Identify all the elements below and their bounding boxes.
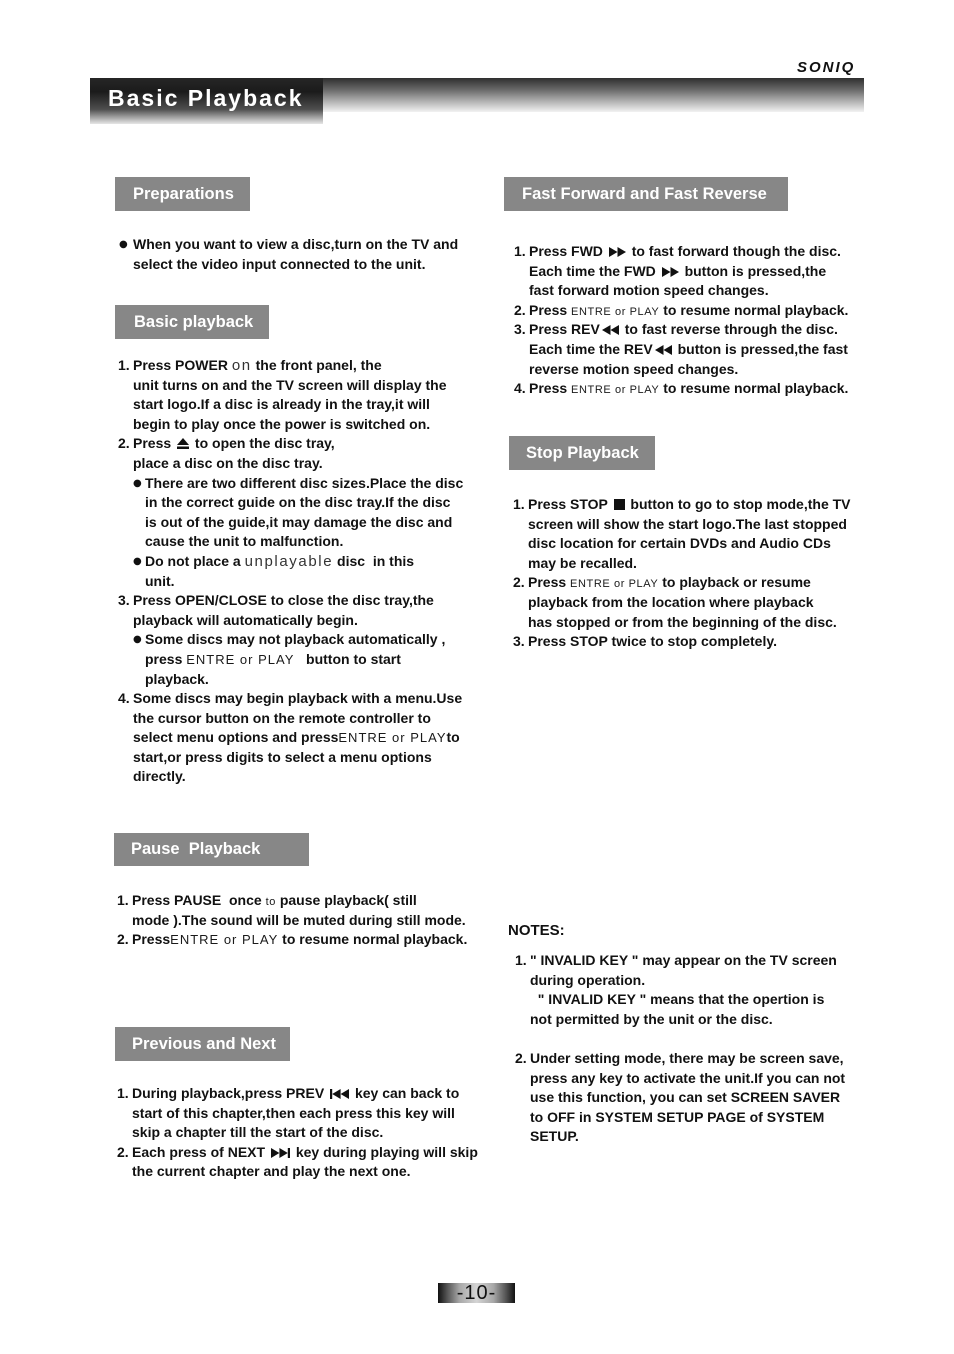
item-content	[145, 552, 414, 591]
text-segment: to playback or resume	[658, 574, 811, 591]
fast-forward-reverse-heading	[504, 177, 788, 211]
text-line	[133, 415, 447, 435]
text-segment: Press REV	[529, 321, 600, 338]
item-number: 2.	[513, 574, 525, 591]
previous-next-body	[117, 1084, 479, 1182]
list-item	[514, 320, 854, 379]
item-content	[529, 379, 848, 399]
text-line	[529, 379, 848, 399]
sub-list-item	[133, 552, 463, 591]
stop-icon	[614, 499, 625, 510]
item-content	[132, 891, 466, 930]
text-segment: Do not place a	[145, 552, 245, 569]
text-line	[133, 434, 463, 454]
text-line	[529, 281, 841, 301]
item-number: 3.	[118, 592, 130, 609]
list-item	[513, 573, 853, 632]
page-number-box	[438, 1283, 515, 1303]
text-segment: When you want to view a disc,turn on the TV and	[133, 236, 459, 252]
list-item	[117, 930, 479, 950]
text-line	[529, 340, 848, 360]
item-content	[529, 320, 848, 379]
text-line	[145, 630, 445, 650]
list-item	[117, 1084, 479, 1143]
list-item	[515, 1049, 855, 1147]
text-segment: key can back to	[351, 1085, 460, 1101]
item-number: 2.	[117, 931, 129, 948]
text-line	[133, 255, 458, 275]
item-content	[133, 591, 445, 689]
text-line	[133, 767, 462, 787]
text-segment: the cursor button on the remote controller to	[133, 709, 431, 726]
text-line	[530, 951, 837, 971]
text-segment: is out of the guide,it may damage the disc and	[145, 513, 453, 530]
item-number: 2.	[118, 435, 130, 452]
item-content	[528, 632, 777, 652]
item-content	[529, 301, 848, 321]
text-line	[528, 593, 837, 613]
list-item	[514, 301, 854, 321]
text-line	[528, 515, 851, 535]
list-item	[118, 356, 478, 434]
text-line	[528, 573, 837, 593]
text-line	[145, 532, 463, 552]
text-segment: button to go to stop mode,the TV	[626, 496, 851, 512]
text-segment: begin to play once the power is switched on.	[133, 415, 431, 432]
text-line	[133, 376, 447, 396]
text-segment: to resume normal playback.	[278, 931, 468, 948]
text-line	[145, 670, 445, 690]
item-number: 3.	[513, 633, 525, 650]
text-segment: to resume normal playback.	[659, 380, 849, 397]
notes-title: NOTES:	[508, 922, 565, 939]
heading-label: Basic playback	[134, 313, 254, 331]
item-content	[530, 951, 837, 1029]
text-line	[132, 1143, 478, 1163]
text-segment: press any key to activate the unit.If you can not	[530, 1069, 846, 1086]
text-segment: start of this chapter,then each press this key will	[132, 1104, 455, 1121]
heading-label: Preparations	[133, 185, 234, 203]
list-item	[117, 1143, 479, 1182]
text-line	[132, 930, 467, 950]
text-segment: cause the unit to malfunction.	[145, 533, 344, 550]
text-line	[529, 301, 848, 321]
list-item	[118, 591, 478, 689]
item-number: 1.	[118, 357, 130, 373]
text-line	[133, 748, 462, 768]
text-segment: key during playing will skip	[291, 1143, 478, 1160]
list-item	[514, 379, 854, 399]
text-segment: directly.	[133, 768, 186, 785]
next-icon	[271, 1148, 290, 1158]
pause-playback-heading	[114, 833, 309, 866]
text-line	[133, 611, 445, 631]
text-segment: playback from the location where playback	[528, 593, 814, 610]
text-line	[145, 650, 445, 670]
preparations-heading	[115, 177, 250, 211]
text-segment: SETUP.	[530, 1128, 579, 1145]
bullet-marker: ●	[133, 477, 142, 489]
item-content	[133, 235, 458, 274]
text-line	[529, 242, 841, 262]
item-number: 1.	[513, 496, 525, 512]
item-number: 2.	[514, 301, 526, 318]
item-number: 4.	[118, 690, 130, 707]
list-item	[117, 891, 479, 930]
text-segment: playback.	[145, 670, 209, 687]
text-segment: button is pressed,the fast	[673, 340, 848, 357]
stop-playback-body	[513, 495, 853, 652]
text-segment: There are two different disc sizes.Place the disc	[145, 474, 464, 491]
text-line	[528, 554, 851, 574]
text-line	[145, 572, 414, 592]
heading-label: Pause Playback	[131, 840, 261, 858]
text-segment: to	[446, 729, 460, 746]
item-content	[528, 573, 837, 632]
item-number: 1.	[514, 243, 526, 259]
text-line	[132, 1123, 459, 1143]
text-segment: reverse motion speed changes.	[529, 360, 739, 377]
text-line	[530, 1010, 837, 1030]
text-segment: Each time the FWD	[529, 262, 660, 279]
text-segment: select menu options and press	[133, 729, 339, 746]
list-item	[119, 235, 479, 274]
brand-logo: SONIQ	[797, 59, 856, 76]
item-content	[132, 930, 467, 950]
text-segment: skip a chapter till the start of the disc.	[132, 1124, 384, 1141]
previous-icon	[330, 1089, 349, 1099]
basic-playback-heading	[115, 305, 269, 339]
text-segment: Press PAUSE once	[132, 892, 266, 908]
item-number: 2.	[117, 1143, 129, 1160]
list-item	[513, 632, 853, 652]
text-segment: to fast reverse through the disc.	[620, 321, 838, 338]
text-segment: has stopped or from the beginning of the disc.	[528, 613, 837, 630]
basic-playback-body	[118, 356, 478, 787]
text-segment: press	[145, 650, 187, 667]
text-segment: fast forward motion speed changes.	[529, 282, 769, 299]
text-segment: place a disc on the disc tray.	[133, 454, 323, 471]
fast-forward-icon	[662, 267, 679, 277]
text-segment: Press	[529, 301, 572, 318]
item-content	[530, 1049, 845, 1147]
text-segment: Some discs may begin playback with a menu.Use	[133, 690, 463, 707]
text-segment: During playback,press PREV	[132, 1085, 329, 1101]
text-line	[528, 534, 851, 554]
text-segment: button is pressed,the	[680, 262, 827, 279]
text-line	[528, 632, 777, 652]
page-number: -10-	[456, 1282, 497, 1304]
previous-next-heading	[115, 1027, 290, 1061]
fast-forward-reverse-body	[514, 242, 854, 399]
text-line	[529, 320, 848, 340]
text-line	[132, 891, 466, 911]
sub-list-item	[133, 630, 445, 689]
styled-text-segment: ENTRE or PLAY	[186, 651, 295, 667]
styled-text-segment: unplayable	[244, 552, 334, 570]
text-segment: not permitted by the unit or the disc.	[530, 1010, 773, 1027]
text-segment: unit.	[145, 572, 175, 589]
text-line	[145, 552, 414, 572]
text-segment: the current chapter and play the next one.	[132, 1163, 411, 1180]
text-segment: disc in this	[333, 552, 415, 569]
text-segment: Each time the REV	[529, 340, 653, 357]
fast-forward-icon	[609, 247, 626, 257]
text-segment: Press	[529, 380, 572, 397]
bullet-marker: ●	[133, 634, 142, 646]
text-segment: " INVALID KEY " may appear on the TV screen	[530, 952, 837, 968]
heading-label: Fast Forward and Fast Reverse	[522, 185, 767, 203]
item-content	[132, 1084, 459, 1143]
text-segment: screen will show the start logo.The last stopped	[528, 515, 847, 532]
text-line	[528, 495, 851, 515]
styled-text-segment: to	[265, 896, 276, 908]
text-segment: " INVALID KEY " means that the opertion is	[530, 991, 825, 1008]
text-segment: start logo.If a disc is already in the tray,it will	[133, 396, 430, 413]
fast-reverse-icon	[602, 325, 619, 335]
text-segment: to OFF in SYSTEM SETUP PAGE of SYSTEM	[530, 1108, 825, 1125]
item-content	[529, 242, 841, 301]
text-line	[529, 262, 841, 282]
item-number: 1.	[117, 892, 129, 908]
text-segment: Press POWER	[133, 357, 232, 373]
text-segment: during operation.	[530, 971, 646, 988]
heading-label: Previous and Next	[132, 1035, 276, 1053]
text-segment: the front panel, the	[251, 357, 382, 373]
item-content	[132, 1143, 478, 1182]
list-item	[514, 242, 854, 301]
item-number: 1.	[117, 1085, 129, 1101]
text-line	[529, 360, 848, 380]
bullet-marker: ●	[119, 239, 128, 250]
sub-list-item	[133, 474, 463, 552]
text-segment: Press	[133, 435, 176, 452]
text-segment: Press STOP twice to stop completely.	[528, 633, 777, 650]
text-segment: in the correct guide on the disc tray.If the disc	[145, 494, 451, 511]
text-segment: to open the disc tray,	[191, 435, 335, 452]
text-segment: mode ).The sound will be muted during still mode.	[132, 911, 466, 928]
text-segment: may be recalled.	[528, 554, 637, 571]
item-content	[133, 689, 462, 787]
text-line	[530, 1049, 845, 1069]
text-segment: to resume normal playback.	[659, 301, 849, 318]
text-line	[145, 493, 463, 513]
text-line	[530, 1069, 845, 1089]
text-line	[133, 235, 458, 255]
item-content	[133, 434, 463, 591]
list-item	[513, 495, 853, 573]
styled-text-segment: ENTRE or PLAY	[571, 384, 660, 397]
text-segment: pause playback( still	[275, 892, 417, 908]
text-line	[530, 1108, 845, 1128]
styled-text-segment: ENTRE or PLAY	[571, 305, 660, 318]
item-content	[133, 356, 447, 434]
notes-body	[515, 951, 855, 1147]
bullet-marker: ●	[133, 555, 142, 567]
text-segment: Press FWD	[529, 243, 607, 259]
text-line	[133, 728, 462, 748]
text-line	[132, 1162, 478, 1182]
text-segment: Some discs may not playback automatically ,	[145, 631, 446, 648]
title-box	[90, 78, 323, 124]
text-line	[133, 689, 462, 709]
page-title: Basic Playback	[108, 85, 304, 111]
text-line	[530, 990, 837, 1010]
text-segment: Press	[528, 574, 571, 591]
text-segment: start,or press digits to select a menu options	[133, 748, 432, 765]
text-line	[132, 911, 466, 931]
item-content	[145, 474, 463, 552]
styled-text-segment: ENTRE or PLAY	[170, 932, 279, 948]
text-line	[145, 474, 463, 494]
list-item	[118, 689, 478, 787]
text-segment: Each press of NEXT	[132, 1143, 269, 1160]
stop-playback-heading	[509, 436, 655, 470]
text-line	[133, 591, 445, 611]
styled-text-segment: on	[231, 357, 252, 374]
text-segment: Press	[132, 931, 171, 948]
text-segment: Press STOP	[528, 496, 612, 512]
list-item	[515, 951, 855, 1029]
text-segment: Press OPEN/CLOSE to close the disc tray,the	[133, 592, 434, 609]
text-segment: disc location for certain DVDs and Audio CDs	[528, 535, 831, 552]
text-segment: unit turns on and the TV screen will display the	[133, 376, 447, 393]
list-item	[118, 434, 478, 591]
text-segment: button to start	[294, 650, 401, 667]
fast-reverse-icon	[655, 345, 672, 355]
item-content	[145, 630, 445, 689]
text-line	[132, 1084, 459, 1104]
item-number: 4.	[514, 380, 526, 397]
pause-playback-body	[117, 891, 479, 950]
preparations-body	[119, 235, 479, 274]
eject-icon	[177, 438, 189, 449]
text-line	[530, 1127, 845, 1147]
item-number: 2.	[515, 1049, 527, 1066]
text-segment: select the video input connected to the unit.	[133, 255, 426, 272]
styled-text-segment: ENTRE or PLAY	[570, 578, 659, 591]
item-content	[528, 495, 851, 573]
text-line	[133, 395, 447, 415]
text-line	[133, 709, 462, 729]
text-segment: use this function, you can set SCREEN SAVER	[530, 1089, 841, 1106]
text-line	[530, 1088, 845, 1108]
text-line	[145, 513, 463, 533]
text-segment: playback will automatically begin.	[133, 611, 358, 628]
text-segment: to fast forward though the disc.	[627, 243, 841, 259]
item-number: 3.	[514, 321, 526, 338]
text-line	[133, 454, 463, 474]
text-line	[133, 356, 447, 376]
text-line	[530, 971, 837, 991]
text-segment: Under setting mode, there may be screen save,	[530, 1049, 844, 1066]
styled-text-segment: ENTRE or PLAY	[338, 730, 447, 746]
text-line	[132, 1104, 459, 1124]
heading-label: Stop Playback	[526, 444, 639, 462]
item-number: 1.	[515, 952, 527, 968]
text-line	[528, 613, 837, 633]
